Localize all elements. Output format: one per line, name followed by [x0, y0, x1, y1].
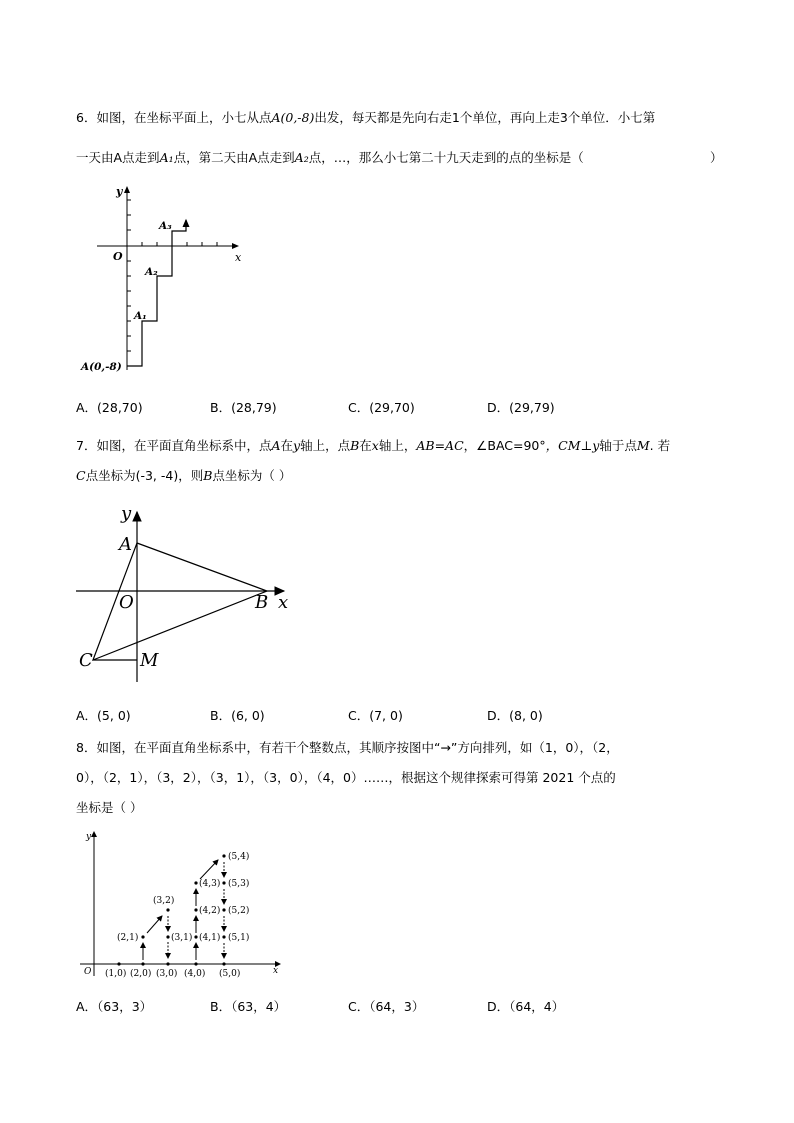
- q8-label-p53: (5,3): [228, 879, 250, 889]
- q7-line1-b: 在: [280, 438, 294, 453]
- q8-line3: 坐标是（ ）: [76, 800, 143, 815]
- q6-line2-b: 点，第二天由A点走到: [173, 150, 295, 165]
- q8-label-p21: (2,1): [117, 933, 139, 943]
- q6-label-a3: A₃: [159, 220, 172, 232]
- q7-option-a[interactable]: A．(5, 0): [76, 708, 131, 723]
- q8-option-c[interactable]: C．（64，3）: [348, 999, 425, 1014]
- q7-point-b2: B: [203, 468, 213, 483]
- q7-line2-b: 点坐标为（ ）: [212, 468, 292, 483]
- q7-line1: [76, 436, 670, 454]
- q6-line1-a: 6．如图，在坐标平面上，小七从点: [76, 110, 272, 125]
- q8-option-a[interactable]: A．（63，3）: [76, 999, 153, 1014]
- q8-label-p31: (3,1): [171, 933, 193, 943]
- q7-label-a: A: [119, 534, 132, 555]
- q6-line2-close: ）: [710, 150, 723, 165]
- q7-line1-e: 轴上，: [378, 438, 417, 453]
- q6-y-ticks: [127, 200, 131, 351]
- q7-line1-g: . 若: [649, 438, 671, 453]
- q6-label-a2: A₂: [145, 266, 158, 278]
- q8-option-b[interactable]: B．（63，4）: [210, 999, 287, 1014]
- q8-label-p30: (3,0): [156, 969, 178, 979]
- q7-line2: [76, 466, 291, 484]
- q6-line1: [76, 108, 655, 126]
- q7-point-m: M: [636, 438, 650, 453]
- q7-label-c: C: [79, 650, 93, 671]
- q7-label-x: x: [278, 592, 289, 613]
- q7-option-b[interactable]: B．(6, 0): [210, 708, 265, 723]
- q7-option-d[interactable]: D．(8, 0): [487, 708, 543, 723]
- q7-line1-a: 7．如图，在平面直角坐标系中，点: [76, 438, 272, 453]
- q6-label-y: y: [116, 185, 123, 198]
- q8-label-p43: (4,3): [199, 879, 221, 889]
- q7-figure: [70, 500, 300, 690]
- q7-line1-d: 在: [359, 438, 372, 453]
- q7-point-c: C: [76, 468, 86, 483]
- q6-a2: A₂: [294, 150, 309, 165]
- q6-line2-c: 点，…，那么小七第二十九天走到的点的坐标是（: [308, 150, 584, 165]
- q7-label-m: M: [140, 650, 159, 671]
- q8-labels: [84, 832, 278, 979]
- q7-option-c[interactable]: C．(7, 0): [348, 708, 403, 723]
- q6-label-o: O: [113, 250, 123, 263]
- q8-label-y: y: [86, 832, 92, 842]
- q8-label-x: x: [273, 966, 279, 976]
- q6-option-d[interactable]: D．(29,79): [487, 400, 555, 415]
- q8-label-p10: (1,0): [105, 969, 127, 979]
- q8-label-p52: (5,2): [228, 906, 250, 916]
- q8-option-d[interactable]: D．（64，4）: [487, 999, 565, 1014]
- q7-ab-ac: AB=AC: [416, 438, 464, 453]
- q8-line1: 8．如图，在平面直角坐标系中，有若干个整数点，其顺序按图中“→”方向排列，如（1，0），（2，: [76, 740, 619, 755]
- q7-point-b: B: [350, 438, 360, 453]
- q7-cm: ，CM⊥y: [545, 438, 600, 453]
- q8-label-p32: (3,2): [153, 896, 175, 906]
- q7-line1-f: 轴于点: [599, 438, 637, 453]
- q8-label-o: O: [84, 967, 92, 977]
- q7-x: x: [371, 438, 379, 453]
- q7-label-b: B: [255, 592, 269, 613]
- q6-label-a1: A₁: [134, 310, 147, 322]
- q6-option-c[interactable]: C．(29,70): [348, 400, 415, 415]
- q6-label-x: x: [235, 251, 242, 264]
- q8-label-p51: (5,1): [228, 933, 250, 943]
- q8-label-p42: (4,2): [199, 906, 221, 916]
- q8-label-p50: (5,0): [219, 969, 241, 979]
- q6-line1-b: 出发，每天都是先向右走1个单位，再向上走3个单位．小七第: [314, 110, 656, 125]
- q7-point-a: A: [271, 438, 281, 453]
- q7-label-y: y: [121, 503, 132, 524]
- q8-label-p40: (4,0): [184, 969, 206, 979]
- q6-a1: A₁: [159, 150, 174, 165]
- q6-x-ticks: [142, 242, 217, 246]
- q7-line1-c: 轴上，点: [300, 438, 351, 453]
- q7-angle: ，∠BAC=90°: [463, 438, 546, 453]
- q7-line2-a: 点坐标为(-3, -4)，则: [85, 468, 204, 483]
- q6-point-a: A(0,-8): [271, 110, 315, 125]
- q6-label-a: A(0,-8): [81, 361, 122, 373]
- q6-option-b[interactable]: B．(28,79): [210, 400, 277, 415]
- q6-line2-a: 一天由A点走到: [76, 150, 160, 165]
- q8-label-p54: (5,4): [228, 852, 250, 862]
- q8-label-p41: (4,1): [199, 933, 221, 943]
- q6-option-a[interactable]: A．(28,70): [76, 400, 143, 415]
- q8-figure: [72, 826, 292, 986]
- q6-staircase: [127, 220, 186, 366]
- q8-line2: 0），（2，1），（3，2），（3，1），（3，0），（4，0）……，根据这个规律探索可得第 2021 个点的: [76, 770, 616, 785]
- q7-y: y: [293, 438, 301, 453]
- q6-figure: [75, 182, 255, 382]
- q6-line2: [76, 148, 584, 166]
- q8-label-p20: (2,0): [130, 969, 152, 979]
- q7-label-o: O: [119, 592, 134, 613]
